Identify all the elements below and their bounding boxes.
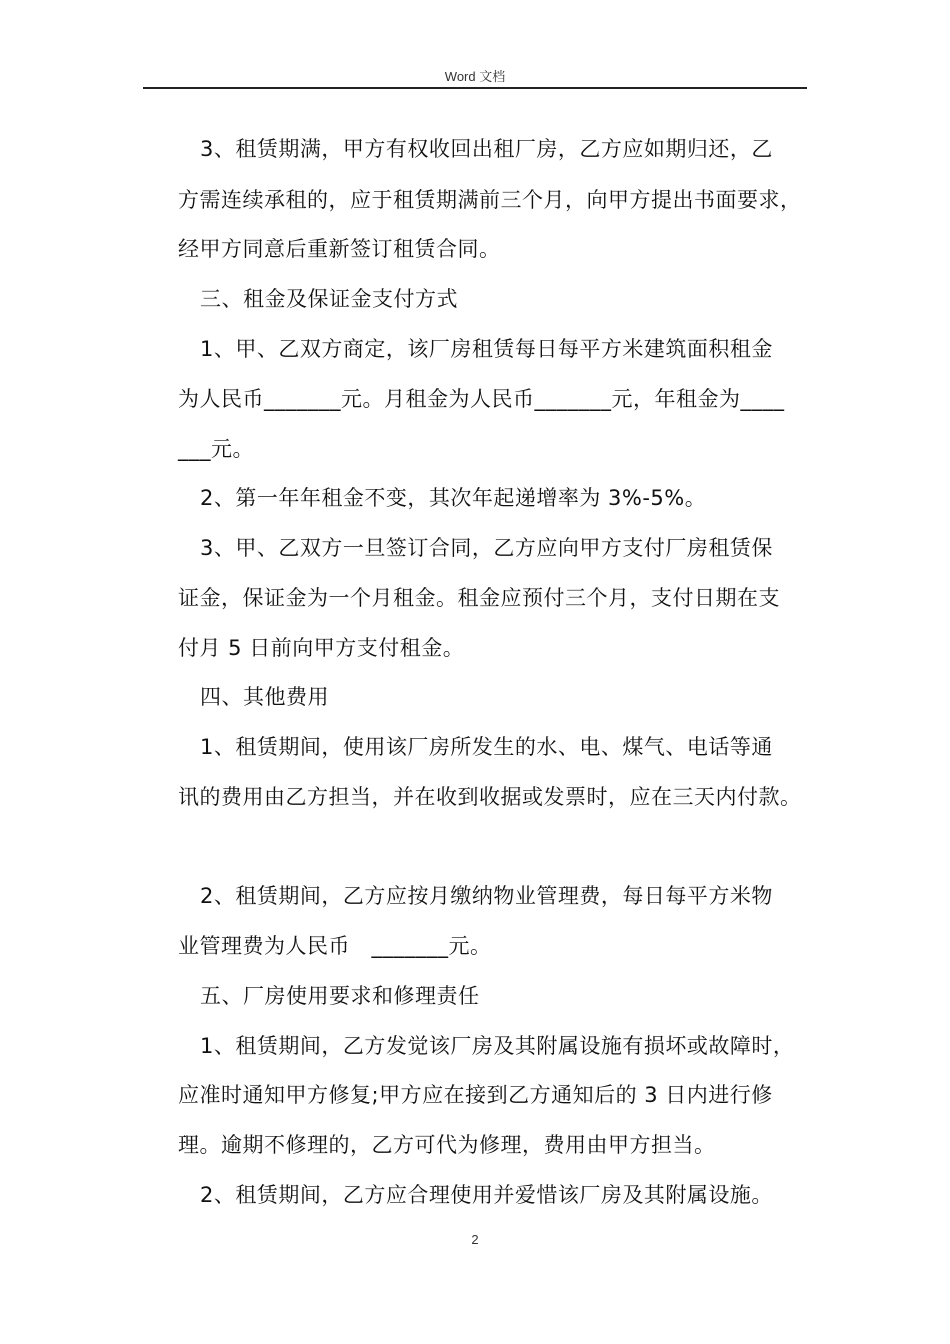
paragraph-line: 方需连续承租的，应于租赁期满前三个月，向甲方提出书面要求， <box>178 188 802 212</box>
page-number: 2 <box>471 1232 479 1247</box>
paragraph-line: 理。逾期不修理的，乙方可代为修理，费用由甲方担当。 <box>178 1133 716 1157</box>
paragraph-line: 应准时通知甲方修复;甲方应在接到乙方通知后的 3 日内进行修 <box>178 1083 773 1107</box>
paragraph-line: ___元。 <box>178 437 254 461</box>
paragraph-line: 经甲方同意后重新签订租赁合同。 <box>178 237 501 261</box>
section-heading: 五、厂房使用要求和修理责任 <box>200 984 480 1008</box>
paragraph-line: 1、租赁期间，使用该厂房所发生的水、电、煤气、电话等通 <box>200 735 773 759</box>
paragraph-line: 证金，保证金为一个月租金。租金应预付三个月，支付日期在支 <box>178 586 780 610</box>
paragraph-line: 3、租赁期满，甲方有权收回出租厂房，乙方应如期归还，乙 <box>200 137 773 161</box>
paragraph-line: 2、租赁期间，乙方应按月缴纳物业管理费，每日每平方米物 <box>200 884 773 908</box>
paragraph-line: 为人民币_______元。月租金为人民币_______元，年租金为____ <box>178 387 785 411</box>
paragraph-line: 2、租赁期间，乙方应合理使用并爱惜该厂房及其附属设施。 <box>200 1183 773 1207</box>
paragraph-line: 讯的费用由乙方担当，并在收到收据或发票时，应在三天内付款。 <box>178 785 802 809</box>
header-divider <box>143 87 807 89</box>
section-heading: 四、其他费用 <box>200 685 329 709</box>
paragraph-line: 1、租赁期间，乙方发觉该厂房及其附属设施有损坏或故障时， <box>200 1034 795 1058</box>
paragraph-line: 业管理费为人民币 _______元。 <box>178 934 492 958</box>
paragraph-line: 3、甲、乙双方一旦签订合同，乙方应向甲方支付厂房租赁保 <box>200 536 773 560</box>
section-heading: 三、租金及保证金支付方式 <box>200 287 458 311</box>
paragraph-line: 1、甲、乙双方商定，该厂房租赁每日每平方米建筑面积租金 <box>200 337 773 361</box>
header-title: Word 文档 <box>444 69 506 84</box>
paragraph-line: 2、第一年年租金不变，其次年起递增率为 3%-5%。 <box>200 486 707 510</box>
paragraph-line: 付月 5 日前向甲方支付租金。 <box>178 636 465 660</box>
